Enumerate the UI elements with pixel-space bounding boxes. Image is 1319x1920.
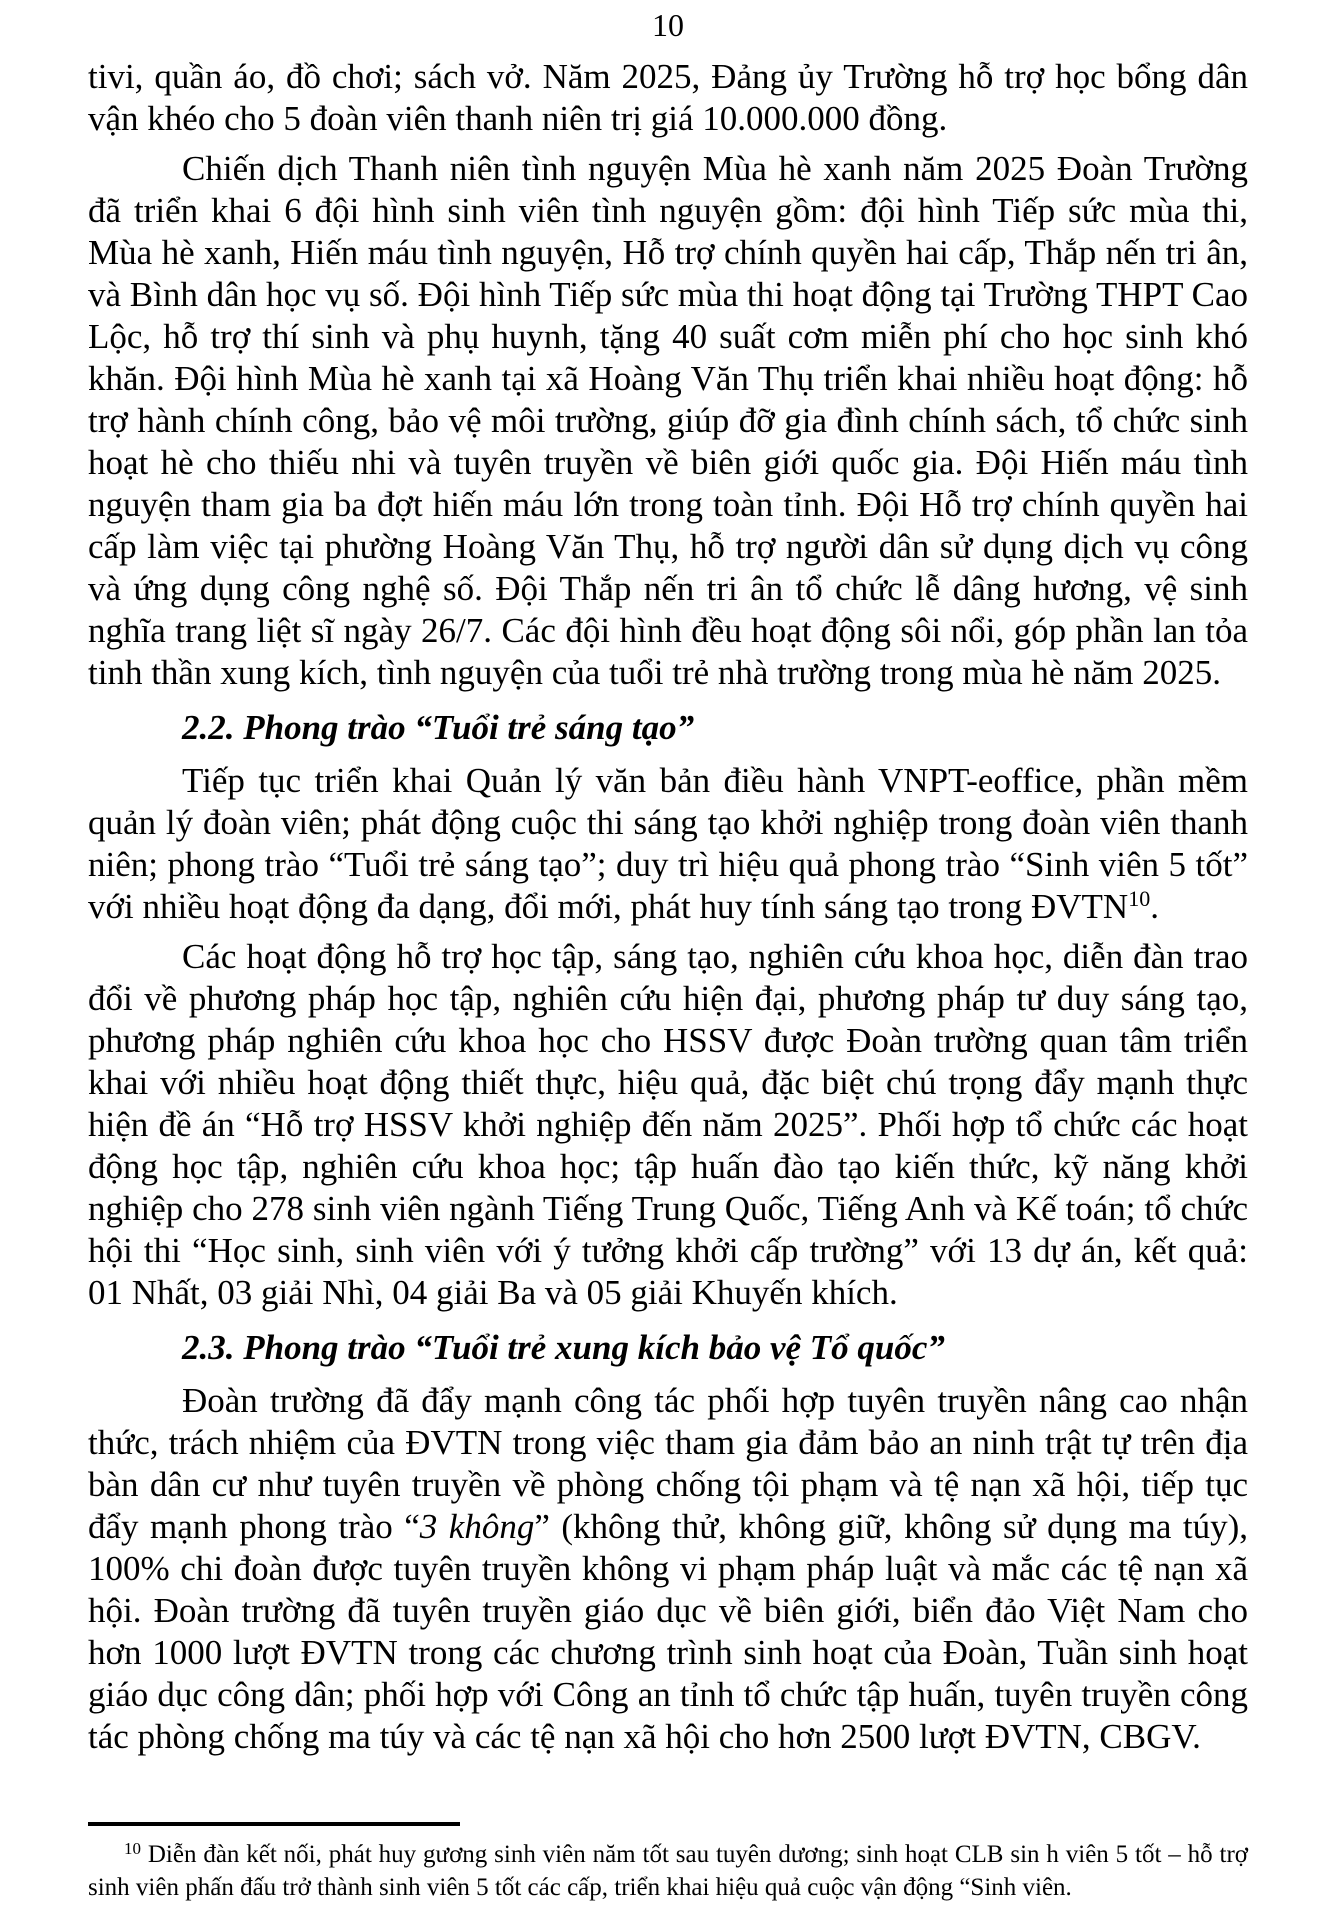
footnote-separator-rule bbox=[88, 1822, 460, 1826]
paragraph-creative-text: Tiếp tục triển khai Quản lý văn bản điều hành VNPT-eoffice, phần mềm quản lý đoàn viên; phát động cuộc thi sáng tạo khởi nghiệp trong đoàn viên thanh niên; phong trào “Tuổi trẻ sáng tạo”; duy trì hiệu quả phong trào “Sinh viên 5 tốt” với nhiều hoạt động đa dạng, đổi mới, phát huy tính sáng tạo trong ĐVTN bbox=[88, 761, 1248, 926]
footnote-area bbox=[88, 1822, 1248, 1920]
page-number: 10 bbox=[652, 7, 684, 43]
document-body bbox=[88, 56, 1248, 1758]
paragraph-study-support: Các hoạt động hỗ trợ học tập, sáng tạo, nghiên cứu khoa học, diễn đàn trao đổi về phương pháp học tập, nghiên cứu hiện đại, phương pháp tư duy sáng tạo, phương pháp nghiên cứu khoa học cho HSSV được Đoàn trường quan tâm triển khai với nhiều hoạt động thiết thực, hiệu quả, đặc biệt chú trọng đẩy mạnh thực hiện đề án “Hỗ trợ HSSV khởi nghiệp đến năm 2025”. Phối hợp tổ chức các hoạt động học tập, nghiên cứu khoa học; tập huấn đào tạo kiến thức, kỹ năng khởi nghiệp cho 278 sinh viên ngành Tiếng Trung Quốc, Tiếng Anh và Kế toán; tổ chức hội thi “Học sinh, sinh viên với ý tưởng khởi cấp trường” với 13 dự án, kết quả: 01 Nhất, 03 giải Nhì, 04 giải Ba và 05 giải Khuyến khích. bbox=[88, 937, 1248, 1312]
paragraph-defense-text-1: Đoàn trường đã đẩy mạnh công tác phối hợp tuyên truyền nâng cao nhận thức, trách nhiệm của ĐVTN trong việc tham gia đảm bảo an ninh trật tự trên địa bàn dân cư như tuyên truyền về phòng chống tội phạm và tệ nạn xã hội, tiếp tục đẩy mạnh phong trào “ bbox=[88, 1381, 1248, 1546]
footnote-reference-10: 10 bbox=[1128, 885, 1151, 911]
paragraph-creative-period: . bbox=[1150, 887, 1159, 926]
heading-section-2-2: 2.2. Phong trào “Tuổi trẻ sáng tạo” bbox=[182, 708, 695, 747]
heading-section-2-3: 2.3. Phong trào “Tuổi trẻ xung kích bảo vệ Tổ quốc” bbox=[182, 1328, 945, 1367]
footnote-10-marker: 10 bbox=[124, 1838, 141, 1858]
paragraph-defense-text-2: ” (không thử, không giữ, không sử dụng ma túy), 100% chi đoàn được tuyên truyền không vi phạm pháp luật và mắc các tệ nạn xã hội. Đoàn trường đã tuyên truyền giáo dục về biên giới, biển đảo Việt Nam cho hơn 1000 lượt ĐVTN trong các chương trình sinh hoạt của Đoàn, Tuần sinh hoạt giáo dục công dân; phối hợp với Công an tỉnh tổ chức tập huấn, tuyên truyền công tác phòng chống ma túy và các tệ nạn xã hội cho hơn 2500 lượt ĐVTN, CBGV. bbox=[88, 1507, 1248, 1756]
paragraph-intro-continuation: tivi, quần áo, đồ chơi; sách vở. Năm 2025, Đảng ủy Trường hỗ trợ học bổng dân vận khéo cho 5 đoàn viên thanh niên trị giá 10.000.000 đồng. bbox=[88, 57, 1248, 138]
paragraph-defense-movement bbox=[88, 1380, 1248, 1758]
footnote-10-text: Diễn đàn kết nối, phát huy gương sinh viên năm tốt sau tuyên dương; sinh hoạt CLB sin h viên 5 tốt – hỗ trợ sinh viên phấn đấu trở thành sinh viên 5 tốt các cấp, triển khai hiệu quả cuộc vận động “Sinh viên. bbox=[88, 1841, 1248, 1901]
paragraph-defense-italic-phrase: 3 không bbox=[419, 1507, 535, 1546]
paragraph-creative-movement bbox=[88, 760, 1248, 928]
footnote-10 bbox=[88, 1838, 1248, 1904]
paragraph-summer-campaign: Chiến dịch Thanh niên tình nguyện Mùa hè xanh năm 2025 Đoàn Trường đã triển khai 6 đội hình sinh viên tình nguyện gồm: đội hình Tiếp sức mùa thi, Mùa hè xanh, Hiến máu tình nguyện, Hỗ trợ chính quyền hai cấp, Thắp nến tri ân, và Bình dân học vụ số. Đội hình Tiếp sức mùa thi hoạt động tại Trường THPT Cao Lộc, hỗ trợ thí sinh và phụ huynh, tặng 40 suất cơm miễn phí cho học sinh khó khăn. Đội hình Mùa hè xanh tại xã Hoàng Văn Thụ triển khai nhiều hoạt động: hỗ trợ hành chính công, bảo vệ môi trường, giúp đỡ gia đình chính sách, tổ chức sinh hoạt hè cho thiếu nhi và tuyên truyền về biên giới quốc gia. Đội Hiến máu tình nguyện tham gia ba đợt hiến máu lớn trong toàn tỉnh. Đội Hỗ trợ chính quyền hai cấp làm việc tại phường Hoàng Văn Thụ, hỗ trợ người dân sử dụng dịch vụ công và ứng dụng công nghệ số. Đội Thắp nến tri ân tổ chức lễ dâng hương, vệ sinh nghĩa trang liệt sĩ ngày 26/7. Các đội hình đều hoạt động sôi nổi, góp phần lan tỏa tinh thần xung kích, tình nguyện của tuổi trẻ nhà trường trong mùa hè năm 2025. bbox=[88, 149, 1248, 692]
